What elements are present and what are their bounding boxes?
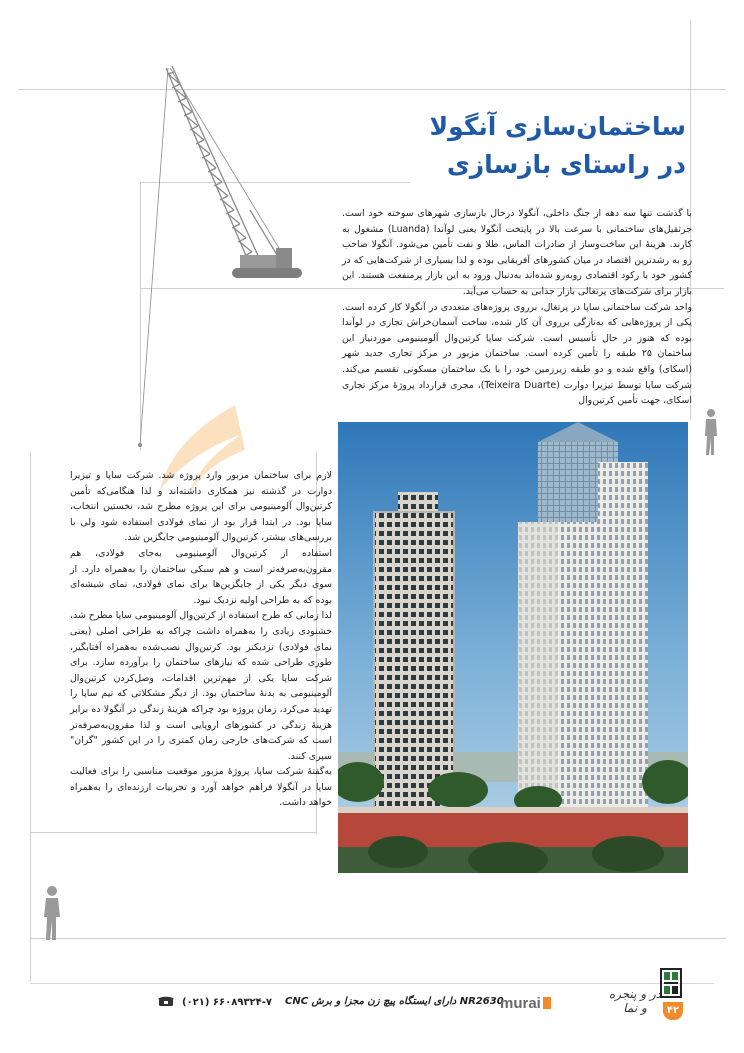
magazine-logo — [660, 968, 682, 998]
paragraph: لذا زمانی که طرح استفاده از کرتین‌وال آلومینیومی ساپا مطرح شد، خشنودی زیادی را به‌همراه داشت چراکه به طراحی اصلی (یعنی نمای فولادی) نزدیکتر بود. کرتین‌وال نصب‌شده به‌همراه آفتابگیر، طوری طراحی شده که نیازهای ساختمان را برآورده سازد. برای شرکت ساپا یکی از مهم‌ترین اقدامات، وصل‌کردن کرتین‌وال آلومینیومی به بدنۀ ساختمان بود. از دیگر مشکلاتی که تیم ساپا را تهدید می‌کرد، زمان پروژه بود چراکه هزینۀ زندگی در آنگولا ده برابر هزینۀ زندگی در کشورهای اروپایی است و لذا مقرون‌به‌صرفه‌تر است که شرکت‌های خارجی زمان کمتری را در این کشور "گران" سپری کنند. — [70, 610, 332, 762]
person-silhouette — [702, 408, 720, 456]
phone-icon — [158, 996, 174, 1006]
footer-rule — [30, 983, 714, 984]
footer-ad-text: NR2630 دارای ایستگاه پیچ زن مجزا و برش CNC — [285, 996, 504, 1007]
title-line-2: در راستای بازسازی — [446, 150, 686, 179]
article-column-left — [70, 468, 332, 811]
footer-phone — [158, 996, 272, 1008]
paragraph: با گذشت تنها سه دهه از جنگ داخلی، آنگولا درحال بازسازی شهرهای سوخته خود است. جرثقیل‌های ساختمانی با سرعت بالا در پایتخت آنگولا یعنی لوآندا (Luanda) مشغول به کارند. هزینۀ این ساخت‌وساز از صادرات الماس، طلا و نفت تأمین می‌شود. آنگولا صاحب رو به رشدترین اقتصاد در میان کشورهای آفریقایی بوده و لذا بسیاری از شرکت‌هایی که در کشور خود با رکود اقتصادی روبه‌رو شده‌اند به‌دنبال ورود به این بازار پرمنفعت هستند. این بازار برای شرکت‌های پرتغالی بازار جذابی به حساب می‌آید. — [342, 208, 692, 297]
magazine-name: در و پنجره و نما — [608, 987, 662, 1015]
paragraph: واحد شرکت ساختمانی ساپا در پرتغال، برروی پروژه‌های متعددی در آنگولا کار کرده است. یکی از پروژه‌هایی که به‌تازگی برروی آن کار شده، ساخت آسمان‌خراش تجاری در لوآندا بوده که هنوز در حال تأسیس است. شرکت ساپا کرتین‌وال آلومینیومی موردنیاز این ساختمان ۲۵ طبقه را تأمین کرده است. ساختمان مزبور در مرکز تجاری جدید شهر (اسکای) واقع شده و دو طبقه زیرزمین خود را با یک ساختمان مسکونی تقسیم می‌کند. شرکت ساپا توسط تیزیرا دوارت (Teixeira Duarte)، مجری قرارداد پروژۀ مرکز تجاری اسکای، جهت تأمین کرتین‌وال — [342, 301, 693, 407]
paragraph: لازم برای ساختمان مزبور وارد پروژه شد. شرکت ساپا و تیزیرا دوارت در گذشته نیز همکاری داشته‌اند و لذا هنگامی‌که تأمین کرتین‌وال آلومینیومی برای این پروژه مطرح شد، نخستین انتخاب، ساپا بود. در ابتدا قرار بود از نمای فولادی استفاده شود ولی با بررسی‌های بیشتر، کرتین‌وال آلومینیومی جایگزین شد. — [70, 470, 332, 544]
phone-number: (۰۲۱) ۶۶۰۸۹۳۲۴-۷ — [182, 997, 273, 1008]
article-title — [386, 108, 686, 184]
title-line-1: ساختمان‌سازی آنگولا — [429, 112, 686, 141]
brand-logo — [500, 995, 551, 1012]
crane-illustration — [100, 60, 310, 450]
page-number: ۴۲ — [663, 1002, 683, 1020]
person-silhouette — [40, 885, 64, 941]
guide-line — [30, 452, 31, 982]
building-photo — [338, 422, 688, 873]
article-column-top — [342, 206, 692, 409]
guide-line — [30, 938, 726, 939]
guide-line — [30, 832, 316, 833]
brand-name: murai — [500, 995, 541, 1012]
paragraph: استفاده از کرتین‌وال آلومینیومی به‌جای فولادی، هم مقرون‌به‌صرفه‌تر است و هم سبکی ساختمان را به‌همراه دارد. از سوی دیگر یکی از جایگزین‌ها برای نمای فولادی، نمای شیشه‌ای بوده که به طراحی اولیه نزدیک نبود. — [70, 547, 332, 606]
brand-accent — [543, 997, 551, 1009]
paragraph: به‌گفتۀ شرکت ساپا، پروژۀ مزبور موقعیت مناسبی را برای فعالیت ساپا در آنگولا فراهم خواهد آورد و تجربیات ارزنده‌ای را به‌همراه خواهد داشت. — [70, 766, 332, 809]
